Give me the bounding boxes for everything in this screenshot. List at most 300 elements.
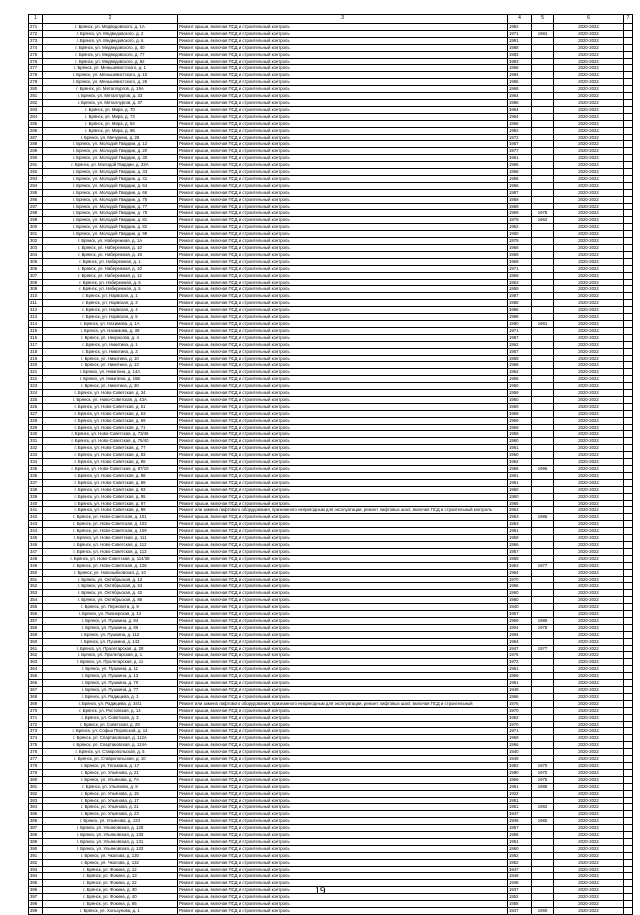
planned-period-cell: 2020-2022 bbox=[554, 445, 624, 452]
row-number-cell: 361 bbox=[29, 645, 43, 652]
note-cell bbox=[624, 680, 633, 687]
table-row bbox=[29, 113, 633, 120]
table-row bbox=[29, 231, 633, 238]
table-row bbox=[29, 742, 633, 749]
year-built-cell: 1962 bbox=[508, 224, 532, 231]
note-cell bbox=[624, 873, 633, 880]
row-number-cell: 383 bbox=[29, 797, 43, 804]
row-number-cell: 289 bbox=[29, 148, 43, 155]
row-number-cell: 335 bbox=[29, 466, 43, 473]
address-cell: г. Брянск, ул. Фокина, д. 22 bbox=[43, 880, 178, 887]
work-type-cell: Ремонт крыши, включая ПСД и строительный контроль bbox=[178, 355, 508, 362]
year-reconstructed-cell bbox=[532, 51, 554, 58]
table-row bbox=[29, 383, 633, 390]
address-cell: г. Брянск, ул. Набережная, д. 6 bbox=[43, 279, 178, 286]
year-built-cell: 1940 bbox=[508, 604, 532, 611]
note-cell bbox=[624, 818, 633, 825]
table-row bbox=[29, 99, 633, 106]
table-row bbox=[29, 403, 633, 410]
table-row bbox=[29, 852, 633, 859]
address-cell: г. Брянск, ул. Никитина, д. 15Б bbox=[43, 376, 178, 383]
planned-period-cell: 2020-2022 bbox=[554, 604, 624, 611]
table-row bbox=[29, 866, 633, 873]
address-cell: г. Брянск, ул. Чкалова, д. 132 bbox=[43, 859, 178, 866]
address-cell: г. Брянск, ул. Советская, д. 28 bbox=[43, 721, 178, 728]
year-built-cell: 1962 bbox=[508, 459, 532, 466]
row-number-cell: 356 bbox=[29, 611, 43, 618]
work-type-cell: Ремонт крыши, включая ПСД и строительный контроль bbox=[178, 597, 508, 604]
year-reconstructed-cell: 1977 bbox=[532, 645, 554, 652]
work-type-cell: Ремонт крыши, включая ПСД и строительный контроль bbox=[178, 514, 508, 521]
work-type-cell: Ремонт крыши, включая ПСД и строительный контроль bbox=[178, 72, 508, 79]
row-number-cell: 346 bbox=[29, 541, 43, 548]
year-built-cell: 1963 bbox=[508, 507, 532, 514]
table-row bbox=[29, 169, 633, 176]
address-cell: г. Брянск, ул. Пролетарская, д. 1 bbox=[43, 652, 178, 659]
year-built-cell: 1958 bbox=[508, 555, 532, 562]
year-built-cell: 1971 bbox=[508, 265, 532, 272]
note-cell bbox=[624, 231, 633, 238]
table-row bbox=[29, 452, 633, 459]
row-number-cell: 325 bbox=[29, 396, 43, 403]
year-reconstructed-cell bbox=[532, 134, 554, 141]
work-type-cell: Ремонт крыши, включая ПСД и строительный контроль bbox=[178, 410, 508, 417]
note-cell bbox=[624, 535, 633, 542]
planned-period-cell: 2020-2022 bbox=[554, 825, 624, 832]
year-built-cell: 1986 bbox=[508, 307, 532, 314]
address-cell: г. Брянск, ул. Ново-Советская, д. 113 bbox=[43, 548, 178, 555]
work-type-cell: Ремонт крыши, включая ПСД и строительный контроль bbox=[178, 908, 508, 915]
year-built-cell: 1960 bbox=[508, 845, 532, 852]
address-cell: г. Брянск, ул. Хользунова, д. 1 bbox=[43, 908, 178, 915]
row-number-cell: 395 bbox=[29, 880, 43, 887]
row-number-cell: 342 bbox=[29, 514, 43, 521]
planned-period-cell: 2020-2022 bbox=[554, 272, 624, 279]
work-type-cell: Ремонт крыши, включая ПСД и строительный контроль bbox=[178, 811, 508, 818]
work-type-cell: Ремонт крыши, включая ПСД и строительный контроль bbox=[178, 880, 508, 887]
table-row bbox=[29, 390, 633, 397]
row-number-cell: 358 bbox=[29, 624, 43, 631]
planned-period-cell: 2020-2022 bbox=[554, 735, 624, 742]
address-cell: г. Брянск, ул. Пролетарская, д. 11 bbox=[43, 659, 178, 666]
work-type-cell: Ремонт крыши, включая ПСД и строительный контроль bbox=[178, 493, 508, 500]
address-cell: г. Брянск, ул. Ново-Советская, д. 103 bbox=[43, 521, 178, 528]
address-cell: г. Брянск, ул. Никитина, д. 13 bbox=[43, 362, 178, 369]
planned-period-cell: 2020-2022 bbox=[554, 155, 624, 162]
address-cell: г. Брянск, ул. Ново-Советская, д. 73/46 bbox=[43, 431, 178, 438]
planned-period-cell: 2020-2022 bbox=[554, 238, 624, 245]
table-row bbox=[29, 293, 633, 300]
year-built-cell: 1960 bbox=[508, 231, 532, 238]
year-reconstructed-cell bbox=[532, 93, 554, 100]
year-built-cell: 1961 bbox=[508, 838, 532, 845]
year-built-cell: 1991 bbox=[508, 37, 532, 44]
work-type-cell: Ремонт крыши, включая ПСД и строительный контроль bbox=[178, 307, 508, 314]
year-built-cell: 1963 bbox=[508, 521, 532, 528]
table-row bbox=[29, 687, 633, 694]
year-built-cell: 1970 bbox=[508, 707, 532, 714]
year-reconstructed-cell bbox=[532, 500, 554, 507]
note-cell bbox=[624, 472, 633, 479]
year-built-cell: 1965 bbox=[508, 500, 532, 507]
row-number-cell: 275 bbox=[29, 51, 43, 58]
year-reconstructed-cell bbox=[532, 825, 554, 832]
work-type-cell: Ремонт крыши, включая ПСД и строительный контроль bbox=[178, 196, 508, 203]
year-built-cell: 1964 bbox=[508, 569, 532, 576]
year-reconstructed-cell bbox=[532, 251, 554, 258]
row-number-cell: 354 bbox=[29, 597, 43, 604]
address-cell: г. Брянск, ул. Мира, д. 96 bbox=[43, 127, 178, 134]
note-cell bbox=[624, 376, 633, 383]
planned-period-cell: 2020-2022 bbox=[554, 776, 624, 783]
address-cell: г. Брянск, ул. Фокина, д. 40 bbox=[43, 894, 178, 901]
work-type-cell: Ремонт крыши, включая ПСД и строительный контроль bbox=[178, 445, 508, 452]
work-type-cell: Ремонт крыши, включая ПСД и строительный контроль bbox=[178, 873, 508, 880]
note-cell bbox=[624, 687, 633, 694]
work-type-cell: Ремонт крыши, включая ПСД и строительный контроль bbox=[178, 51, 508, 58]
address-cell: г. Брянск, ул. Фокина, д. 13 bbox=[43, 873, 178, 880]
table-row bbox=[29, 845, 633, 852]
address-cell: г. Брянск, ул. Ново-Советская, д. 53 bbox=[43, 410, 178, 417]
year-built-cell: 1959 bbox=[508, 431, 532, 438]
row-number-cell: 332 bbox=[29, 445, 43, 452]
planned-period-cell: 2020-2022 bbox=[554, 673, 624, 680]
planned-period-cell: 2020-2022 bbox=[554, 742, 624, 749]
table-row bbox=[29, 631, 633, 638]
row-number-cell: 296 bbox=[29, 196, 43, 203]
note-cell bbox=[624, 583, 633, 590]
table-row bbox=[29, 811, 633, 818]
note-cell bbox=[624, 500, 633, 507]
row-number-cell: 291 bbox=[29, 162, 43, 169]
work-type-cell: Ремонт крыши, включая ПСД и строительный контроль bbox=[178, 169, 508, 176]
planned-period-cell: 2020-2022 bbox=[554, 631, 624, 638]
planned-period-cell: 2020-2022 bbox=[554, 327, 624, 334]
address-cell: г. Брянск, ул. Ново-Советская, д. 97 bbox=[43, 500, 178, 507]
address-cell: г. Брянск, ул. Ново-Советская, д. 86 bbox=[43, 459, 178, 466]
work-type-cell: Ремонт крыши, включая ПСД и строительный контроль bbox=[178, 479, 508, 486]
year-built-cell: 1961 bbox=[508, 528, 532, 535]
year-reconstructed-cell bbox=[532, 479, 554, 486]
table-row bbox=[29, 30, 633, 37]
row-number-cell: 273 bbox=[29, 37, 43, 44]
note-cell bbox=[624, 417, 633, 424]
table-row bbox=[29, 583, 633, 590]
note-cell bbox=[624, 728, 633, 735]
address-cell: г. Брянск, ул. Молодой Гвардии, д. 82 bbox=[43, 224, 178, 231]
year-built-cell: 1904 bbox=[508, 624, 532, 631]
planned-period-cell: 2020-2022 bbox=[554, 901, 624, 908]
row-number-cell: 370 bbox=[29, 707, 43, 714]
note-cell bbox=[624, 797, 633, 804]
work-type-cell: Ремонт крыши, включая ПСД и строительный контроль bbox=[178, 362, 508, 369]
year-built-cell: 1952 bbox=[508, 714, 532, 721]
year-built-cell: 1975 bbox=[508, 238, 532, 245]
address-cell: г. Брянск, ул. Ново-Советская, д. 43А bbox=[43, 396, 178, 403]
year-reconstructed-cell bbox=[532, 590, 554, 597]
planned-period-cell: 2020-2022 bbox=[554, 265, 624, 272]
planned-period-cell: 2020-2022 bbox=[554, 141, 624, 148]
row-number-cell: 341 bbox=[29, 507, 43, 514]
table-row bbox=[29, 459, 633, 466]
row-number-cell: 284 bbox=[29, 113, 43, 120]
address-cell: г. Брянск, ул. Набережная, д. 12 bbox=[43, 272, 178, 279]
year-reconstructed-cell bbox=[532, 127, 554, 134]
row-number-cell: 394 bbox=[29, 873, 43, 880]
year-built-cell: 1971 bbox=[508, 30, 532, 37]
row-number-cell: 292 bbox=[29, 169, 43, 176]
table-row bbox=[29, 127, 633, 134]
work-type-cell: Ремонт крыши, включая ПСД и строительный контроль bbox=[178, 258, 508, 265]
address-cell: г. Брянск, ул. Мичурина, д. 29 bbox=[43, 134, 178, 141]
address-cell: г. Брянск, ул. Ульяновская, д. 130 bbox=[43, 832, 178, 839]
address-cell: г. Брянск, ул. Набережная, д. 10 bbox=[43, 265, 178, 272]
year-reconstructed-cell bbox=[532, 120, 554, 127]
planned-period-cell: 2020-2022 bbox=[554, 700, 624, 707]
table-row bbox=[29, 714, 633, 721]
note-cell bbox=[624, 617, 633, 624]
planned-period-cell: 2020-2022 bbox=[554, 196, 624, 203]
work-type-cell: Ремонт крыши, включая ПСД и строительный контроль bbox=[178, 403, 508, 410]
note-cell bbox=[624, 65, 633, 72]
planned-period-cell: 2020-2022 bbox=[554, 231, 624, 238]
note-cell bbox=[624, 175, 633, 182]
work-type-cell: Ремонт крыши, включая ПСД и строительный контроль bbox=[178, 472, 508, 479]
year-reconstructed-cell bbox=[532, 307, 554, 314]
row-number-cell: 353 bbox=[29, 590, 43, 597]
planned-period-cell: 2020-2022 bbox=[554, 617, 624, 624]
row-number-cell: 283 bbox=[29, 106, 43, 113]
note-cell bbox=[624, 562, 633, 569]
table-row bbox=[29, 182, 633, 189]
table-row bbox=[29, 286, 633, 293]
year-reconstructed-cell bbox=[532, 680, 554, 687]
planned-period-cell: 2020-2022 bbox=[554, 728, 624, 735]
table-row bbox=[29, 624, 633, 631]
row-number-cell: 303 bbox=[29, 245, 43, 252]
year-reconstructed-cell: 1977 bbox=[532, 562, 554, 569]
work-type-cell: Ремонт крыши, включая ПСД и строительный контроль bbox=[178, 113, 508, 120]
address-cell: г. Брянск, ул. Металлургов, д. 19А bbox=[43, 86, 178, 93]
planned-period-cell: 2020-2022 bbox=[554, 175, 624, 182]
year-built-cell: 1969 bbox=[508, 424, 532, 431]
planned-period-cell: 2020-2022 bbox=[554, 348, 624, 355]
year-reconstructed-cell bbox=[532, 852, 554, 859]
year-built-cell: 1959 bbox=[508, 617, 532, 624]
year-built-cell: 1987 bbox=[508, 334, 532, 341]
work-type-cell: Ремонт крыши, включая ПСД и строительный контроль bbox=[178, 383, 508, 390]
note-cell bbox=[624, 569, 633, 576]
year-reconstructed-cell bbox=[532, 279, 554, 286]
address-cell: г. Брянск, ул. Ново-Советская, д. 83 bbox=[43, 452, 178, 459]
year-built-cell: 1982 bbox=[508, 24, 532, 31]
work-type-cell: Ремонт крыши, включая ПСД и строительный контроль bbox=[178, 790, 508, 797]
note-cell bbox=[624, 279, 633, 286]
year-reconstructed-cell bbox=[532, 113, 554, 120]
work-type-cell: Ремонт крыши, включая ПСД и строительный контроль bbox=[178, 238, 508, 245]
year-built-cell: 1959 bbox=[508, 417, 532, 424]
planned-period-cell: 2020-2022 bbox=[554, 334, 624, 341]
row-number-cell: 315 bbox=[29, 327, 43, 334]
work-type-cell: Ремонт крыши, включая ПСД и строительный контроль bbox=[178, 652, 508, 659]
planned-period-cell: 2020-2022 bbox=[554, 756, 624, 763]
planned-period-cell: 2020-2022 bbox=[554, 555, 624, 562]
row-number-cell: 305 bbox=[29, 258, 43, 265]
planned-period-cell: 2020-2022 bbox=[554, 93, 624, 100]
address-cell: г. Брянск, ул. Пушкина, д. 77 bbox=[43, 687, 178, 694]
row-number-cell: 314 bbox=[29, 320, 43, 327]
note-cell bbox=[624, 403, 633, 410]
year-reconstructed-cell bbox=[532, 438, 554, 445]
planned-period-cell: 2020-2022 bbox=[554, 514, 624, 521]
table-row bbox=[29, 24, 633, 31]
row-number-cell: 343 bbox=[29, 521, 43, 528]
work-type-cell: Ремонт крыши, включая ПСД и строительный контроль bbox=[178, 707, 508, 714]
row-number-cell: 371 bbox=[29, 714, 43, 721]
row-number-cell: 351 bbox=[29, 576, 43, 583]
table-row bbox=[29, 832, 633, 839]
table-row bbox=[29, 272, 633, 279]
row-number-cell: 317 bbox=[29, 341, 43, 348]
year-reconstructed-cell bbox=[532, 521, 554, 528]
year-reconstructed-cell bbox=[532, 673, 554, 680]
note-cell bbox=[624, 120, 633, 127]
work-type-cell: Ремонт крыши, включая ПСД и строительный контроль bbox=[178, 251, 508, 258]
address-cell: г. Брянск, ул. Пушкина, д. 86 bbox=[43, 624, 178, 631]
row-number-cell: 399 bbox=[29, 908, 43, 915]
note-cell bbox=[624, 514, 633, 521]
year-built-cell: 1951 bbox=[508, 804, 532, 811]
address-cell: г. Брянск, ул. Некрасова, д. 4 bbox=[43, 334, 178, 341]
note-cell bbox=[624, 72, 633, 79]
note-cell bbox=[624, 521, 633, 528]
row-number-cell: 295 bbox=[29, 189, 43, 196]
year-reconstructed-cell bbox=[532, 838, 554, 845]
year-built-cell: 1957 bbox=[508, 825, 532, 832]
year-reconstructed-cell bbox=[532, 79, 554, 86]
work-type-cell: Ремонт или замена лифтового оборудования, признанного непригодным для эксплуатации, ремонт лифтовых шахт, включая ПСД и строительный bbox=[178, 700, 508, 707]
year-reconstructed-cell bbox=[532, 797, 554, 804]
year-reconstructed-cell bbox=[532, 431, 554, 438]
address-cell: г. Брянск, ул. Медведовского, д. 40 bbox=[43, 44, 178, 51]
note-cell bbox=[624, 272, 633, 279]
work-type-cell: Ремонт крыши, включая ПСД и строительный контроль bbox=[178, 687, 508, 694]
year-reconstructed-cell bbox=[532, 203, 554, 210]
table-row bbox=[29, 217, 633, 224]
table-row bbox=[29, 693, 633, 700]
table-row bbox=[29, 507, 633, 514]
table-row bbox=[29, 134, 633, 141]
table-row bbox=[29, 65, 633, 72]
work-type-cell: Ремонт крыши, включая ПСД и строительный контроль bbox=[178, 224, 508, 231]
year-reconstructed-cell bbox=[532, 403, 554, 410]
note-cell bbox=[624, 555, 633, 562]
year-reconstructed-cell bbox=[532, 348, 554, 355]
address-cell: г. Брянск, ул. Радищева, д. 34/1 bbox=[43, 700, 178, 707]
register-table bbox=[28, 14, 633, 915]
row-number-cell: 311 bbox=[29, 300, 43, 307]
year-built-cell: 1960 bbox=[508, 486, 532, 493]
year-built-cell: 1952 bbox=[508, 852, 532, 859]
year-reconstructed-cell bbox=[532, 369, 554, 376]
note-cell bbox=[624, 37, 633, 44]
note-cell bbox=[624, 825, 633, 832]
work-type-cell: Ремонт крыши, включая ПСД и строительный контроль bbox=[178, 818, 508, 825]
table-row bbox=[29, 251, 633, 258]
row-number-cell: 365 bbox=[29, 673, 43, 680]
note-cell bbox=[624, 541, 633, 548]
year-built-cell: 1988 bbox=[508, 44, 532, 51]
work-type-cell: Ремонт крыши, включая ПСД и строительный контроль bbox=[178, 93, 508, 100]
note-cell bbox=[624, 314, 633, 321]
work-type-cell: Ремонт крыши, включая ПСД и строительный контроль bbox=[178, 369, 508, 376]
row-number-cell: 340 bbox=[29, 500, 43, 507]
year-reconstructed-cell: 1984 bbox=[532, 30, 554, 37]
year-built-cell: 1966 bbox=[508, 583, 532, 590]
year-reconstructed-cell bbox=[532, 700, 554, 707]
year-reconstructed-cell bbox=[532, 535, 554, 542]
planned-period-cell: 2020-2022 bbox=[554, 210, 624, 217]
row-number-cell: 294 bbox=[29, 182, 43, 189]
row-number-cell: 388 bbox=[29, 832, 43, 839]
table-row bbox=[29, 756, 633, 763]
row-number-cell: 389 bbox=[29, 838, 43, 845]
address-cell: г. Брянск, ул. Нарвская, д. 4 bbox=[43, 307, 178, 314]
year-reconstructed-cell bbox=[532, 742, 554, 749]
work-type-cell: Ремонт крыши, включая ПСД и строительный контроль bbox=[178, 638, 508, 645]
planned-period-cell: 2020-2022 bbox=[554, 245, 624, 252]
work-type-cell: Ремонт крыши, включая ПСД и строительный контроль bbox=[178, 611, 508, 618]
address-cell: г. Брянск, ул. Ульянова, д. 124 bbox=[43, 818, 178, 825]
table-row bbox=[29, 196, 633, 203]
row-number-cell: 364 bbox=[29, 666, 43, 673]
note-cell bbox=[624, 334, 633, 341]
address-cell: г. Брянск, ул. Ново-Советская, д. 87/10 bbox=[43, 466, 178, 473]
note-cell bbox=[624, 30, 633, 37]
row-number-cell: 326 bbox=[29, 403, 43, 410]
year-built-cell: 1960 bbox=[508, 597, 532, 604]
work-type-cell: Ремонт крыши, включая ПСД и строительный контроль bbox=[178, 134, 508, 141]
year-built-cell: 1963 bbox=[508, 514, 532, 521]
year-reconstructed-cell bbox=[532, 231, 554, 238]
note-cell bbox=[624, 438, 633, 445]
planned-period-cell: 2020-2022 bbox=[554, 859, 624, 866]
year-built-cell: 1962 bbox=[508, 369, 532, 376]
year-reconstructed-cell bbox=[532, 652, 554, 659]
address-cell: г. Брянск, ул. Ново-Советская, д. 101 bbox=[43, 514, 178, 521]
year-reconstructed-cell bbox=[532, 659, 554, 666]
year-reconstructed-cell bbox=[532, 383, 554, 390]
work-type-cell: Ремонт крыши, включая ПСД и строительный контроль bbox=[178, 189, 508, 196]
planned-period-cell: 2020-2022 bbox=[554, 590, 624, 597]
work-type-cell: Ремонт крыши, включая ПСД и строительный контроль bbox=[178, 272, 508, 279]
year-built-cell: 1961 bbox=[508, 155, 532, 162]
planned-period-cell: 2020-2022 bbox=[554, 355, 624, 362]
year-reconstructed-cell: 1978 bbox=[532, 624, 554, 631]
table-row bbox=[29, 438, 633, 445]
note-cell bbox=[624, 196, 633, 203]
year-built-cell: 1994 bbox=[508, 631, 532, 638]
planned-period-cell: 2020-2022 bbox=[554, 687, 624, 694]
note-cell bbox=[624, 86, 633, 93]
year-built-cell: 1962 bbox=[508, 341, 532, 348]
row-number-cell: 349 bbox=[29, 562, 43, 569]
address-cell: г. Брянск, ул. Ново-Советская, д. 51 bbox=[43, 403, 178, 410]
note-cell bbox=[624, 762, 633, 769]
address-cell: г. Брянск, ул. Ульянова, д. 7А bbox=[43, 776, 178, 783]
row-number-cell: 350 bbox=[29, 569, 43, 576]
year-built-cell: 1959 bbox=[508, 286, 532, 293]
